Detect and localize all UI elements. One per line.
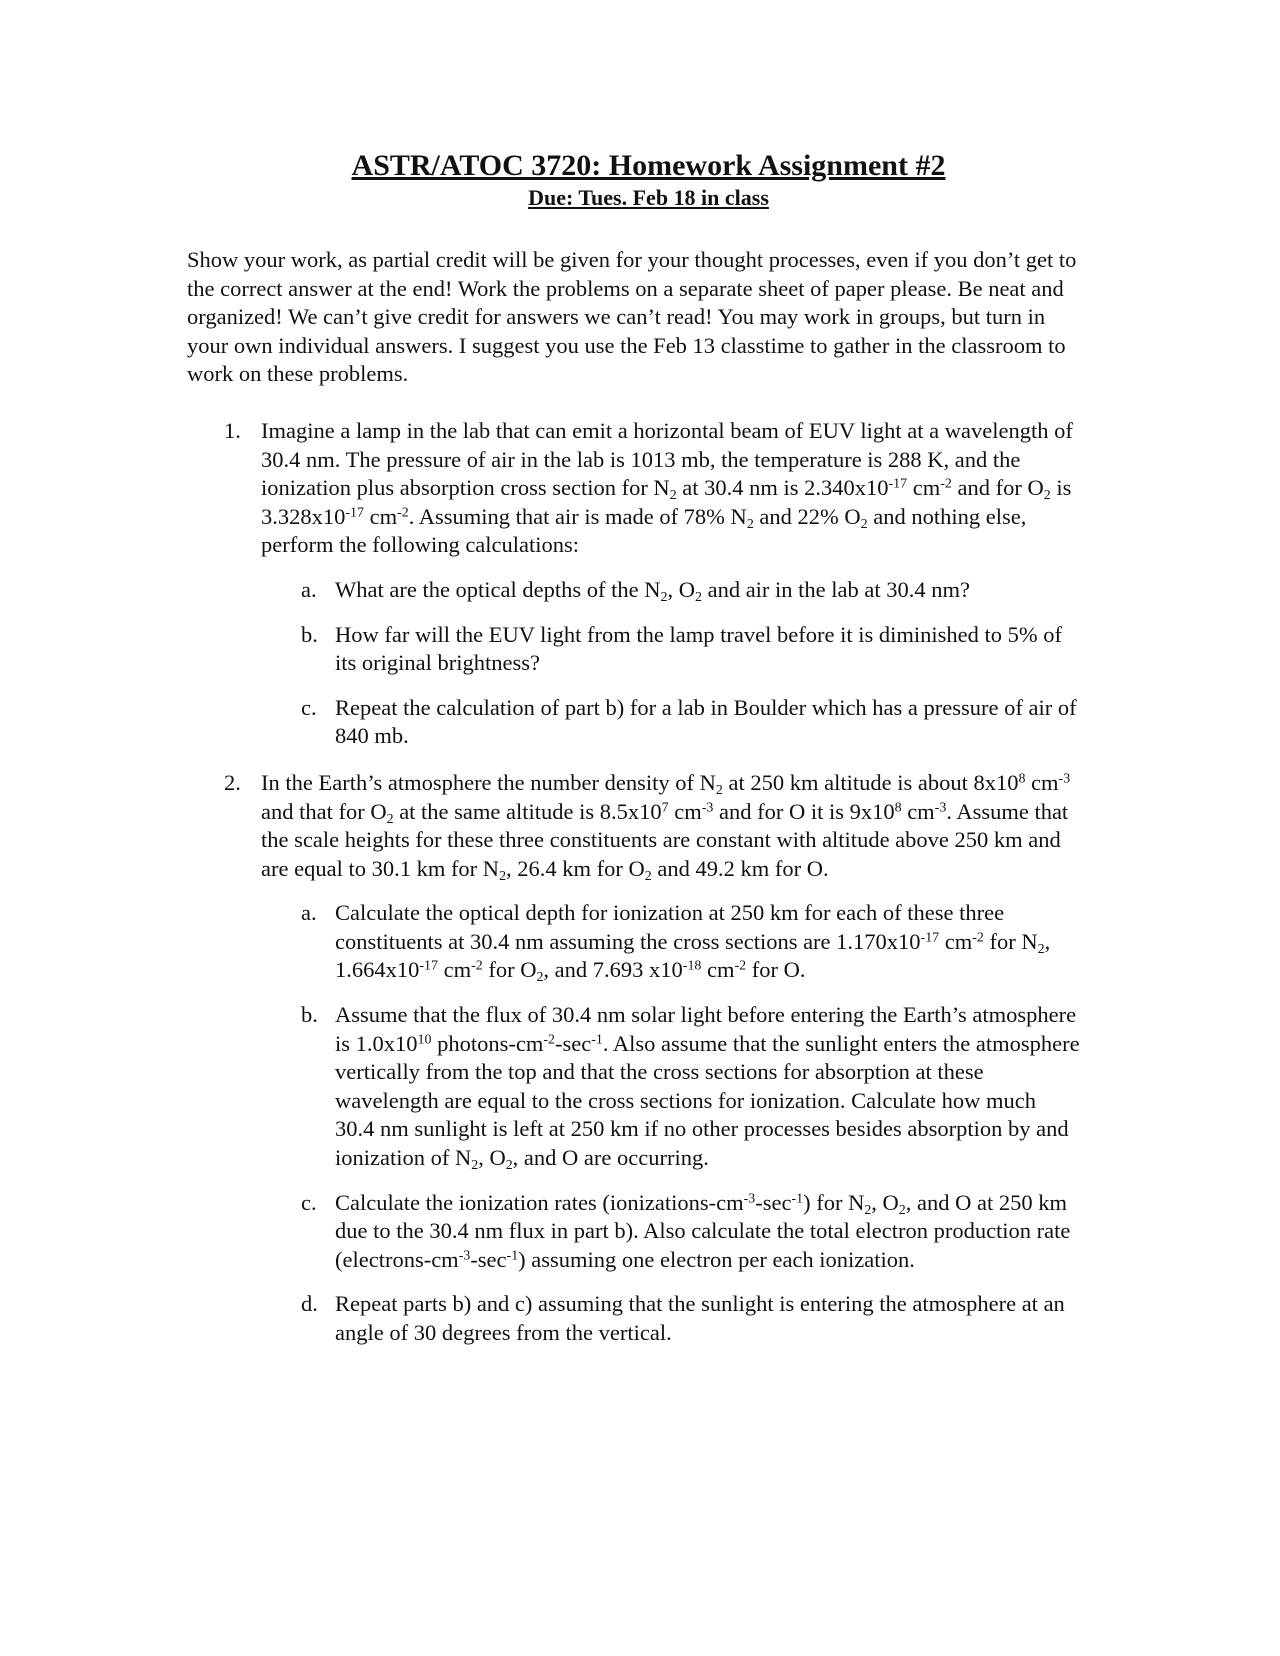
part-label: a. <box>301 900 317 926</box>
part-text: What are the optical depths of the $N_2$, $O_2$ and air in the lab at 30.4 nm? <box>335 576 970 606</box>
due-date: Due: Tues. Feb 18 in class <box>528 185 769 210</box>
problem-2-part-d <box>261 1290 1080 1347</box>
page-title: ASTR/ATOC 3720: Homework Assignment #2 <box>351 149 946 182</box>
part-label: b. <box>301 1002 318 1028</box>
problem-2-part-b <box>261 1001 1080 1173</box>
problem-1-part-b <box>261 621 1080 678</box>
problem-number: 2. <box>224 769 241 795</box>
problem-2-part-a <box>261 899 1080 985</box>
part-text: Repeat parts b) and c) assuming that the sunlight is entering the atmosphere at an angle of 30 degrees from the vertical. <box>335 1291 1065 1345</box>
part-label: d. <box>301 1291 318 1317</box>
part-label: c. <box>301 1189 317 1215</box>
problem-2-statement: In the Earth’s atmosphere the number density of $N_2$ at 250 km altitude is about $8x10^8$ $cm^{-3}$ and that for $O_2$ at the same altitude is $8.5x10^7$ $cm^{-3}$ and for O it is $9x10^8$ $cm^{-3}$. Assume that the scale heights for these three constituents are constant with altitude above 250 km and are equal to 30.1 km for $N_2$, 26.4 km for $O_2$ and 49.2 km for O. <box>261 769 1071 884</box>
part-text: Calculate the ionization rates $(ionizations-cm^{-3}-\sec^{-1})$ for $N_2$, $O_2$, and O at 250 km due to the 30.4 nm flux in part b). Also calculate the total electron production rate $(electrons-cm^{-3}-\sec^{-1})$ assuming one electron per each ionization. <box>335 1189 1071 1272</box>
part-text: How far will the EUV light from the lamp travel before it is diminished to 5% of its original brightness? <box>335 621 1062 676</box>
part-text: Repeat the calculation of part b) for a lab in Boulder which has a pressure of air of 840 mb. <box>335 694 1077 749</box>
part-label: c. <box>301 694 317 720</box>
problem-number: 1. <box>224 417 241 443</box>
problem-1-statement: Imagine a lamp in the lab that can emit a horizontal beam of EUV light at a wavelength of 30.4 nm. The pressure of air in the lab is 1013 mb, the temperature is 288 K, and the ionization plus absorption cross section for $N_2$ at 30.4 nm is $2.340x10^{-17}$ $cm^{-2}$ and for $O_2$ is $3.328x10^{-17}$ $cm^{-2}$. Assuming that air is made of 78% $N_2$ and 22% $O_2$ and nothing else, perform the following calculations: <box>261 417 1073 558</box>
part-label: a. <box>301 576 317 602</box>
part-text: Calculate the optical depth for ionization at 250 km for each of these three constituents at 30.4 nm assuming the cross sections are $1.170x10^{-17}$ $cm^{-2}$ for $N_2$, $1.664x10^{-17}$ $cm^{-2}$ for $O_2$, and 7.693 $x10^{-18}$ $cm^{-2}$ for O. <box>335 900 1051 986</box>
problem-1 <box>187 417 1080 751</box>
part-label: b. <box>301 621 318 647</box>
problem-1-part-c <box>261 694 1080 751</box>
instructions-paragraph: Show your work, as partial credit will be given for your thought processes, even if you don’t get to the correct answer at the end! Work the problems on a separate sheet of paper please. Be neat and organized! We can’t give credit for answers we can’t read! You may work in groups, but turn in your own individual answers. I suggest you use the Feb 13 classtime to gather in the classroom to work on these problems. <box>187 247 1077 387</box>
part-text: Assume that the flux of 30.4 nm solar light before entering the Earth’s atmosphere is $1.0x10^{10}$ photons-$cm^{-2}-\sec^{-1}$. Also assume that the sunlight enters the atmosphere vertically from the top and that the cross sections for absorption at these wavelength are equal to the cross sections for ionization. Calculate how much 30.4 nm sunlight is left at 250 km if no other processes besides absorption by and ionization of $N_2$, $O_2$, and O are occurring. <box>335 1002 1080 1174</box>
problem-2-part-c <box>261 1189 1080 1275</box>
problem-1-part-a <box>261 576 1080 605</box>
problem-2 <box>187 769 1080 1348</box>
